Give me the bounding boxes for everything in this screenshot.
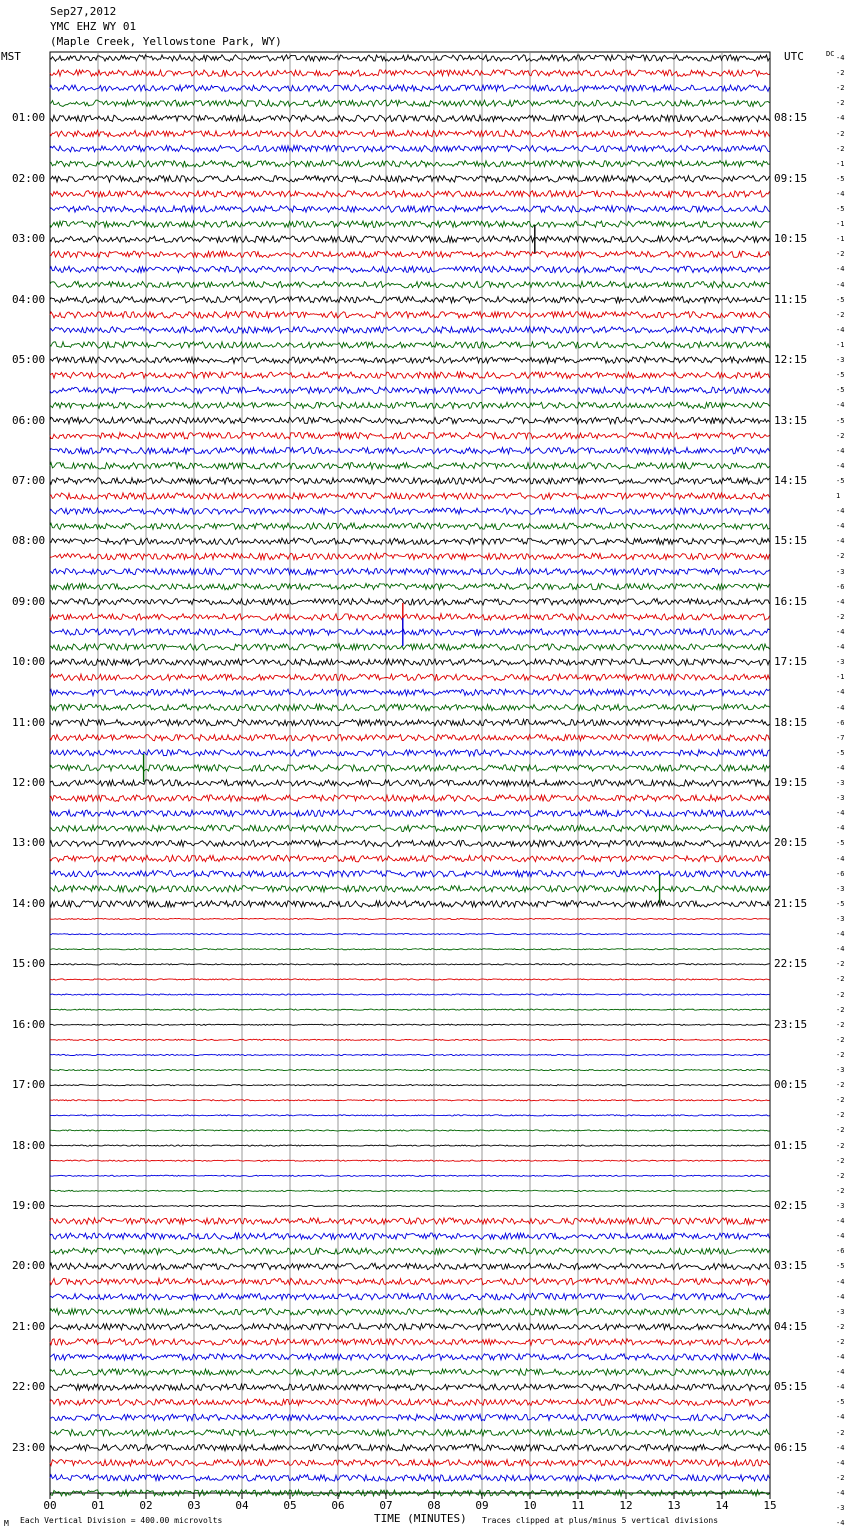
mst-hour-label: 02:00 [12, 171, 46, 185]
dc-offset-value: -3 [836, 1202, 845, 1210]
dc-offset-value: -4 [836, 643, 845, 652]
utc-hour-label: 13:15 [774, 413, 808, 427]
trace-row [50, 599, 770, 605]
trace-row [50, 493, 770, 499]
dc-offset-value: -2 [836, 975, 845, 984]
trace-row [50, 840, 770, 846]
dc-offset-value: -6 [836, 869, 845, 878]
trace-row [50, 1384, 770, 1390]
trace-row [50, 674, 770, 680]
trace-row [50, 266, 770, 272]
dc-offset-value: -3 [836, 356, 845, 365]
trace-row [50, 583, 770, 589]
trace-row [50, 979, 770, 980]
x-tick-label: 11 [571, 1499, 585, 1512]
trace-row [50, 1399, 770, 1405]
utc-hour-label: 19:15 [774, 776, 808, 790]
trace-row [50, 1233, 770, 1239]
trace-row [50, 1475, 770, 1481]
trace-row [50, 994, 770, 995]
trace-row [50, 130, 770, 136]
trace-row [50, 735, 770, 741]
utc-hour-label: 09:15 [774, 171, 808, 185]
trace-row [50, 886, 770, 892]
trace-row [50, 689, 770, 695]
dc-offset-value: -2 [836, 99, 845, 108]
dc-offset-value: -6 [836, 582, 845, 591]
dc-offset-value: -2 [836, 310, 845, 319]
dc-offset-value: -4 [836, 1458, 845, 1467]
utc-hour-label: 20:15 [774, 836, 808, 850]
trace-row [50, 1009, 770, 1010]
trace-row [50, 765, 770, 771]
trace-row [50, 1130, 770, 1131]
trace-row [50, 719, 770, 725]
trace-row [50, 1205, 770, 1206]
trace-row [50, 523, 770, 529]
x-tick-label: 13 [667, 1499, 681, 1512]
dc-offset-value: -5 [836, 899, 845, 908]
trace-row [50, 659, 770, 665]
dc-offset-value: -4 [836, 930, 845, 939]
dc-offset-value: -7 [836, 733, 845, 742]
dc-offset-value: -5 [836, 386, 845, 395]
trace-row [50, 85, 770, 91]
dc-offset-value: -4 [836, 1368, 845, 1377]
trace-row [50, 221, 770, 227]
x-tick-label: 00 [43, 1499, 57, 1512]
dc-offset-value: -3 [836, 567, 845, 576]
trace-row [50, 614, 770, 620]
dc-offset-value: -4 [836, 824, 845, 833]
mst-hour-label: 05:00 [12, 353, 46, 367]
dc-offset-value: -4 [836, 597, 845, 606]
trace-row [50, 176, 770, 182]
trace-row [50, 342, 770, 348]
dc-offset-value: 1 [836, 492, 841, 501]
dc-offset-value: -2 [836, 129, 845, 138]
trace-row [50, 70, 770, 76]
dc-offset-value: -4 [836, 54, 845, 62]
x-tick-label: 14 [715, 1499, 729, 1512]
dc-offset-value: -4 [836, 522, 845, 531]
dc-offset-value: -5 [836, 205, 845, 214]
trace-row [50, 297, 770, 303]
dc-offset-value: -2 [836, 960, 845, 969]
dc-offset-value: -2 [836, 84, 845, 93]
trace-row [50, 1054, 770, 1055]
mst-hour-label: 13:00 [12, 836, 46, 850]
utc-axis-title: UTC [784, 50, 804, 63]
dc-offset-value: -5 [836, 839, 845, 848]
x-tick-label: 01 [91, 1499, 105, 1512]
trace-row [50, 191, 770, 197]
utc-hour-label: 08:15 [774, 111, 808, 125]
dc-offset-value: -2 [836, 1337, 845, 1346]
trace-row [50, 750, 770, 756]
dc-offset-value: -2 [836, 1156, 845, 1165]
trace-row [50, 1414, 770, 1420]
dc-offset-value: -1 [836, 159, 845, 168]
trace-row [50, 1039, 770, 1040]
dc-offset-value: -4 [836, 537, 845, 546]
dc-offset-value: -1 [836, 673, 845, 682]
trace-row [50, 115, 770, 121]
trace-row [50, 1309, 770, 1315]
trace-row [50, 1115, 770, 1116]
x-tick-label: 12 [619, 1499, 633, 1512]
trace-row [50, 327, 770, 333]
trace-row [50, 161, 770, 167]
trace-row [50, 704, 770, 710]
utc-hour-label: 17:15 [774, 655, 808, 669]
mst-hour-label: 09:00 [12, 594, 46, 608]
mst-hour-label: 19:00 [12, 1199, 46, 1212]
dc-offset-value: -4 [836, 401, 845, 410]
trace-row [50, 901, 770, 907]
x-tick-label: 15 [763, 1499, 777, 1512]
trace-row [50, 870, 770, 876]
dc-title: DC [826, 50, 835, 58]
dc-offset-value: -4 [836, 854, 845, 863]
trace-row [50, 1145, 770, 1146]
dc-offset-value: -3 [836, 915, 845, 923]
trace-row [50, 918, 770, 919]
dc-offset-value: -2 [836, 1005, 845, 1014]
dc-offset-value: -4 [836, 446, 845, 455]
x-tick-label: 07 [379, 1499, 393, 1512]
dc-offset-value: -4 [836, 1232, 845, 1241]
date-label: Sep27,2012 [50, 5, 117, 18]
trace-row [50, 855, 770, 861]
trace-row [50, 417, 770, 423]
trace-row [50, 1175, 770, 1176]
utc-hour-label: 11:15 [774, 292, 808, 306]
scale-note: Each Vertical Division = 400.00 microvolts [20, 1516, 223, 1525]
utc-hour-label: 15:15 [774, 534, 808, 548]
dc-offset-value: -4 [836, 265, 845, 274]
dc-offset-value: -2 [836, 431, 845, 440]
trace-row [50, 357, 770, 363]
utc-hour-label: 12:15 [774, 353, 808, 367]
dc-offset-value: -4 [836, 1413, 845, 1422]
mst-hour-label: 11:00 [12, 715, 46, 729]
trace-row [50, 1100, 770, 1101]
trace-row [50, 55, 770, 61]
mst-hour-label: 21:00 [12, 1319, 46, 1333]
mst-hour-label: 04:00 [12, 292, 46, 306]
dc-offset-value: -1 [836, 220, 845, 229]
mst-hour-label: 08:00 [12, 534, 46, 548]
dc-offset-value: -2 [836, 250, 845, 259]
dc-offset-value: -4 [836, 703, 845, 712]
dc-offset-value: -5 [836, 295, 845, 304]
utc-hour-label: 01:15 [774, 1138, 808, 1152]
dc-offset-value: -5 [836, 476, 845, 485]
dc-offset-value: -4 [836, 763, 845, 772]
dc-offset-value: -1 [836, 235, 845, 244]
trace-row [50, 949, 770, 950]
trace-row [50, 1263, 770, 1269]
dc-offset-value: -3 [836, 794, 845, 803]
trace-row [50, 1429, 770, 1435]
trace-row [50, 448, 770, 454]
trace-row [50, 629, 770, 635]
dc-offset-value: -5 [836, 1398, 845, 1407]
trace-row [50, 387, 770, 393]
dc-offset-value: -5 [836, 748, 845, 757]
dc-offset-value: -2 [836, 1473, 845, 1482]
trace-row [50, 1069, 770, 1070]
dc-offset-value: -4 [836, 114, 845, 123]
x-tick-label: 04 [235, 1499, 249, 1512]
dc-offset-value: -3 [836, 779, 845, 788]
trace-row [50, 568, 770, 574]
trace-row [50, 934, 770, 935]
trace-row [50, 1218, 770, 1224]
utc-hour-label: 04:15 [774, 1319, 808, 1333]
utc-hour-label: 03:15 [774, 1259, 808, 1273]
dc-offset-value: -4 [836, 507, 845, 516]
x-tick-label: 10 [523, 1499, 537, 1512]
trace-row [50, 810, 770, 816]
x-tick-label: 06 [331, 1499, 345, 1512]
x-tick-label: 03 [187, 1499, 201, 1512]
dc-offset-value: -2 [836, 1111, 845, 1120]
dc-offset-value: -2 [836, 144, 845, 153]
trace-row [50, 1160, 770, 1161]
mst-hour-label: 22:00 [12, 1380, 46, 1394]
utc-hour-label: 23:15 [774, 1017, 808, 1031]
trace-row [50, 1248, 770, 1254]
dc-offset-value: -3 [836, 884, 845, 893]
x-axis-title: TIME (MINUTES) [374, 1512, 467, 1525]
dc-offset-value: -4 [836, 1353, 845, 1362]
trace-row [50, 478, 770, 484]
dc-offset-value: -2 [836, 1126, 845, 1135]
dc-offset-value: -2 [836, 1171, 845, 1180]
dc-offset-value: -6 [836, 1247, 845, 1256]
dc-offset-value: -4 [836, 189, 845, 198]
dc-offset-value: -2 [836, 1141, 845, 1150]
trace-row [50, 281, 770, 287]
dc-offset-value: -2 [836, 552, 845, 561]
trace-row [50, 795, 770, 801]
dc-offset-value: -5 [836, 1262, 845, 1271]
trace-row [50, 1324, 770, 1330]
dc-offset-value: -5 [836, 371, 845, 380]
dc-offset-value: -4 [836, 1217, 845, 1226]
utc-hour-label: 14:15 [774, 473, 808, 487]
dc-offset-value: -2 [836, 69, 845, 78]
dc-offset-value: -4 [836, 1292, 845, 1301]
utc-hour-label: 16:15 [774, 594, 808, 608]
trace-row [50, 964, 770, 965]
trace-row [50, 538, 770, 544]
mst-hour-label: 16:00 [12, 1017, 46, 1031]
dc-offset-value: -4 [836, 628, 845, 636]
dc-offset-value: -3 [836, 1307, 845, 1316]
trace-row [50, 644, 770, 650]
dc-offset-value: -1 [836, 341, 845, 349]
dc-offset-value: -3 [836, 658, 845, 667]
utc-hour-label: 21:15 [774, 896, 808, 910]
dc-offset-value: -2 [836, 612, 845, 621]
utc-hour-label: 05:15 [774, 1380, 808, 1394]
trace-row [50, 1339, 770, 1345]
footer-mark: M [4, 1519, 9, 1528]
x-tick-label: 08 [427, 1499, 441, 1512]
trace-row [50, 1460, 770, 1466]
trace-row [50, 145, 770, 151]
mst-hour-label: 17:00 [12, 1078, 46, 1092]
mst-hour-label: 14:00 [12, 896, 46, 910]
trace-row [50, 372, 770, 378]
dc-offset-value: -2 [836, 1050, 845, 1059]
trace-row [50, 1278, 770, 1284]
utc-hour-label: 10:15 [774, 232, 808, 246]
mst-hour-label: 15:00 [12, 957, 46, 971]
trace-row [50, 553, 770, 559]
trace-row [50, 402, 770, 408]
dc-offset-value: -4 [836, 688, 845, 697]
location-label: (Maple Creek, Yellowstone Park, WY) [50, 35, 282, 48]
dc-offset-value: -2 [836, 1186, 845, 1195]
dc-offset-value: -2 [836, 1035, 845, 1044]
mst-hour-label: 01:00 [12, 111, 46, 125]
trace-row [50, 312, 770, 318]
x-tick-label: 02 [139, 1499, 153, 1512]
dc-offset-value: -3 [836, 1066, 845, 1075]
dc-offset-value: -4 [836, 809, 845, 818]
x-tick-label: 09 [475, 1499, 489, 1512]
dc-offset-value: -4 [836, 1383, 845, 1392]
dc-offset-value: -2 [836, 1081, 845, 1090]
trace-row [50, 432, 770, 438]
trace-row [50, 463, 770, 469]
mst-hour-label: 03:00 [12, 232, 46, 246]
dc-offset-value: -3 [836, 1504, 845, 1513]
clip-note: Traces clipped at plus/minus 5 vertical divisions [482, 1516, 719, 1525]
utc-hour-label: 06:15 [774, 1440, 808, 1454]
trace-row [50, 1085, 770, 1086]
utc-hour-label: 02:15 [774, 1199, 808, 1212]
dc-offset-value: -4 [836, 1519, 845, 1528]
trace-row [50, 780, 770, 786]
mst-axis-title: MST [1, 50, 21, 63]
mst-hour-label: 20:00 [12, 1259, 46, 1273]
dc-offset-value: -4 [836, 945, 845, 954]
mst-hour-label: 06:00 [12, 413, 46, 427]
station-label: YMC EHZ WY 01 [50, 20, 137, 33]
trace-row [50, 236, 770, 242]
trace-row [50, 508, 770, 514]
utc-hour-label: 00:15 [774, 1078, 808, 1092]
trace-row [50, 1024, 770, 1025]
dc-offset-value: -2 [836, 1428, 845, 1437]
dc-offset-value: -5 [836, 416, 845, 425]
header [50, 4, 282, 49]
dc-offset-value: -2 [836, 990, 845, 999]
trace-row [50, 1293, 770, 1299]
trace-row [50, 1354, 770, 1360]
dc-offset-value: -2 [836, 1096, 845, 1105]
x-tick-label: 05 [283, 1499, 297, 1512]
dc-offset-value: -6 [836, 718, 845, 727]
dc-offset-value: -4 [836, 325, 845, 334]
trace-row [50, 1444, 770, 1450]
mst-hour-label: 07:00 [12, 473, 46, 487]
trace-row [50, 825, 770, 831]
utc-hour-label: 18:15 [774, 715, 808, 729]
trace-row [50, 100, 770, 106]
dc-offset-value: -4 [836, 1277, 845, 1286]
dc-offset-value: -2 [836, 1322, 845, 1331]
trace-row [50, 1369, 770, 1375]
dc-offset-value: -4 [836, 461, 845, 470]
mst-hour-label: 18:00 [12, 1138, 46, 1152]
dc-offset-value: -2 [836, 1020, 845, 1029]
dc-offset-value: -4 [836, 1443, 845, 1452]
mst-hour-label: 23:00 [12, 1440, 46, 1454]
trace-row [50, 1190, 770, 1191]
mst-hour-label: 12:00 [12, 776, 46, 790]
trace-row [50, 206, 770, 212]
dc-offset-value: -4 [836, 280, 845, 289]
mst-hour-label: 10:00 [12, 655, 46, 669]
utc-hour-label: 22:15 [774, 957, 808, 971]
dc-offset-value: -4 [836, 1489, 845, 1497]
trace-row [50, 251, 770, 257]
dc-offset-value: -5 [836, 174, 845, 183]
